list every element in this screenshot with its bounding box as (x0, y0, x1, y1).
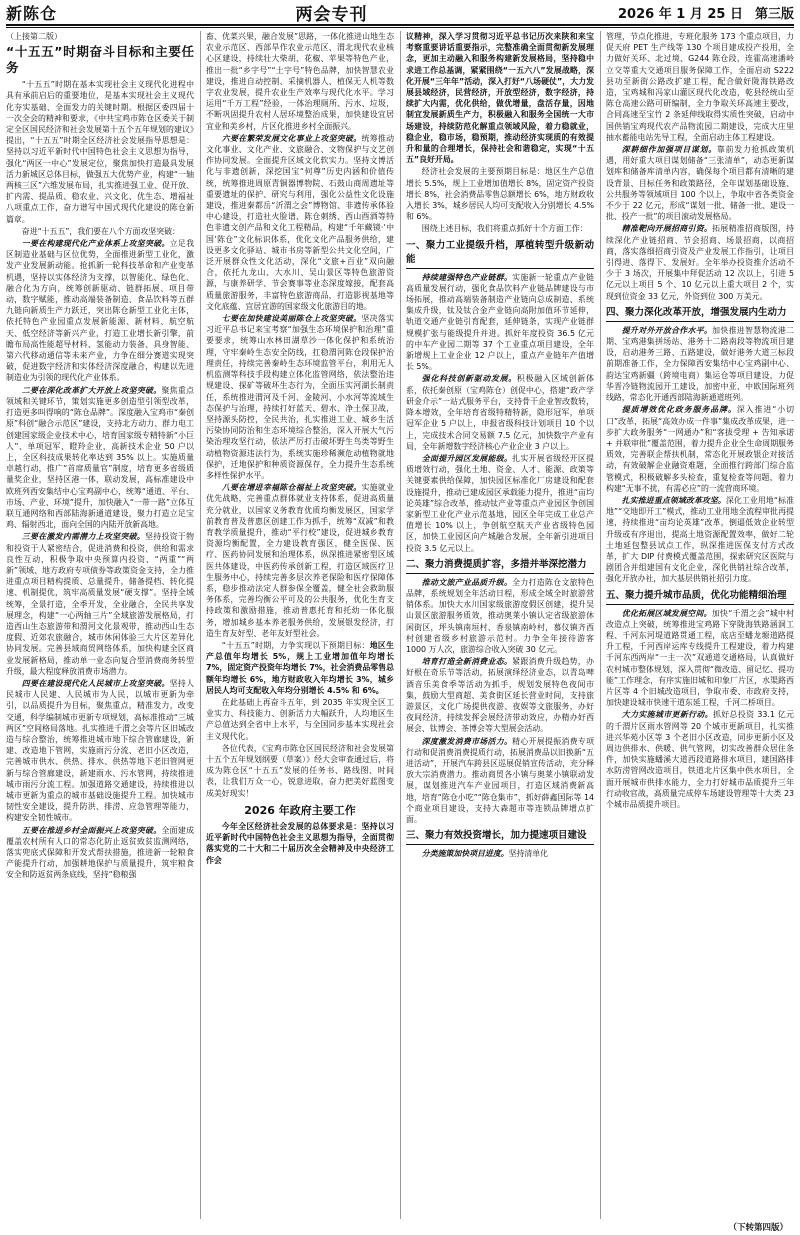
paragraph: 大力实施城市更新行动。抓好总投资 33.1 亿元的千渭片区雨水管网等 20 个城市更新项目，扎实推进兴华苑小区等 3 个老旧小区改造，同步更新小区及周边供排水、供暖、供气管网，切实改善群众居住条件，加快实施蟠溪大道西段道路排水项目，建国路排水防涝管网改造项目，铁道北片区集中供水项目，全面开展城市供排水能力，全力打好城市品质提升三年行动收官战，高质量完成停车场建设管理等十大类 23 个城市品质提升项目。 (606, 710, 794, 809)
item-lead: 二要在深化改革扩大开放上攻坚突破。 (21, 385, 162, 395)
section-heading: 二、聚力消费提质扩容，多措并举深挖潜力 (406, 558, 594, 574)
date-edition (606, 3, 794, 22)
paragraph: 深耕细作加强项目谋划。靠前发力抢抓政策机遇，用好重大项目谋划储备“三张清单”，动态更新谋划库和储备库清单内容，确保每个项目都有清晰的建设背景、目标任务和政策路径，全年谋划基础设施、公共服务等领域项目 100 个以上，争取中省各类资金不少于 22 亿元，形成“谋划一批、储备一批、建设一批、投产一批”的项目滚动发展格局。 (606, 145, 794, 222)
item-lead: 分类施策加快项目进度。 (421, 849, 509, 859)
paragraph: 四要在建设现代化人民城市上攻坚突破。坚持人民城市人民建、人民城市为人民，以城市更新为牵引，以品质提升为目标，聚焦重点，精准发力，改变交通，科学编制城市更新专项规划，高标准推动“三城两区”空间格局落地。扎实推进千渭之会等片区旧城改造与综合整治，统筹推进城市地下综合管廊建设，新建、改造地下管网，实施雨污分流、老旧小区改造，完善城市供水、供热、排水、供热等地下老旧管网更新与综合管廊建设，新建雨水、污水管网，持续推进城市雨污分流工程。加强道路交通建设，持续推进以城市更新为重点的城市基础设施提升工程。加快城市韧性安全建设，提升防洪、排涝、应急管理等能力，构建安全韧性城市。 (6, 678, 194, 823)
item-lead: 全面提升园区发展能级。 (421, 453, 513, 463)
paragraph: 扎实推进重点领域改革攻坚。深化工业用地“标准地”“交地即开工”模式，推动工业用地全流程审批再提速，持续推进“亩均论英雄”改革，倒逼低效企业转型升级或有序退出，提高土地资源配置效率，做好二轮土地延包整县试点工作，纵深推进医保支付方式改革，扩大 DIP 付费模式覆盖范围，探索研究区医院与剧团合并组建国有文化企业，深化供销社综合改革，强化开放办社，加大基层供销社招引力度。 (606, 495, 794, 584)
continued-from-note: （上接第二版） (6, 32, 62, 41)
targets-text: 地区生产总值年均增长 5%，规上工业增加值年均增长 7%，固定资产投资年均增长 7%，社会消费品零售总额年均增长 6%，地方财政收入年均增长 3%，城乡居民人均可支配收入年均分别增长 4.5% 和 6%。 (206, 640, 394, 695)
paragraph: 议精神，深入学习贯彻习近平总书记历次来陕和来宝考察重要讲话重要指示，完整准确全面贯彻新发展理念，更加主动融入和服务构建新发展格局，坚持稳中求进工作总基调，紧紧围绕“一五六八”发展战略，深化开展“三年年”活动，深入打好“八场硬仗”，大力发展县域经济，民营经济，开放型经济，数字经济，持续扩大内需，优化供给，做优增量，盘活存量，因地制宜发展新质生产力，积极融入和服务全国统一大市场建设，持续防范化解重点领域风险，着力稳就业，稳企业，稳市场，稳预期，推动经济实现质的有效提升和量的合理增长，保持社会和谐稳定，实现“十五五”良好开局。 (406, 32, 594, 165)
paragraph: 分类施策加快项目进度。坚持清单化 (421, 849, 549, 859)
header-divider (6, 27, 794, 28)
paragraph: 提升对外开放合作水平。加快推进智慧物流港二期、宝鸡港集拼场站、港务十二路南段等物流项目建设，启动港务三路、五路建设，做好港务大道三标段前期准备工作，全力保障西安集结中心宝鸡副中心、韵达宝鸡新疆（跨境电商）集运仓等项目建设，力促华晋冷链物流园开工建设，加密中亚、中欧国际班列线路，常态化开通西部陆海新通道班列。 (606, 325, 794, 403)
column-3 (400, 31, 594, 1219)
paragraph: 三要在激发内需潜力上攻坚突破。坚持投资于物和投资于人紧密结合，促进消费和投资，供给和需求良性互动，积极争取中央预算内投资、“两重”“两新”领域、地方政府专项债券等政策资金支持，全力推进重点项目精构提质、总量提升，储备提档、转化提速、机制提优，筑牢高质量发展“硬支撑”。坚持全域统筹，全景打造，全季开发，全业融合，全民共享发展理念，构建“一心两轴三片”全域旅游发展格局，打造西山生态旅游带和渭河文化景观带，推动西山生态度假、近郊农旅融合，城市休闲体验三大片区差异化协同发展。完善县域商贸网络体系，加快构建全区商业发展新格局，推动单一业态向复合型消费商务转型升级，最大程度释放消费市场潜力。 (6, 532, 194, 676)
paragraph: 围绕上述目标，我们将重点抓好十个方面工作： (421, 224, 588, 234)
paragraph: 在此基础上再奋斗五年，到 2035 年实现全区工业实力、科技能力、创新活力大幅跃升，人均地区生产总值达到全省中上水平，与全国同步基本实现社会主义现代化。 (206, 697, 394, 741)
paragraph: “十五五”时期，力争实现以下预期目标：地区生产总值年均增长 5%，规上工业增加值年均增长 7%，固定资产投资年均增长 7%，社会消费品零售总额年均增长 6%，地方财政收入年均增长 3%，城乡居民人均可支配收入年均分别增长 4.5% 和 6%。 (206, 640, 394, 695)
paragraph: 管理，节点化推进，专班化服务 173 个重点项目，力促天府 PET 生产线等 130 个项目建成投产投用，全力做好关环、北过境、G244 陈仓段，连霍高速潘岭立交等重大交通项目服务保障工作，全面启动 S222 县功至新街公路改扩建工程，配合做好陇海铁路改造，宝鸡城和冯家山灌区现代化改造，乾县经统山至陈仓高速公路可研编制，全力争取关环高速主要改，合同高速至宝竹 2 条延伸线取得实质性突破，启动中国供销宝鸡现代农产品物流园二期建设，完成大庄里抽水蓄能电站先导工程，全面启动主体工程建设。 (606, 32, 794, 142)
item-lead: 三要在激发内需潜力上攻坚突破。 (21, 532, 146, 542)
column-4 (600, 31, 794, 1219)
paragraph: 畜、优菜兴果，融合发展”思路，一体化推进山地生态农业示范区、西部旱作农业示范区、渭北现代农业核心区建设，持续壮大柴胡、花椒、苹果等特色产业，推出一批“乡字号”“土字号”特色品牌，加快智慧农业建设，推进自动控制、采摘机器人、植保无人机等数字农业发展，提升农业生产效率与现代化水平。学习运用“千万工程”经验，一体治理厕所、污水、垃圾，不断巩固提升农村人居环境整治成果，加快建设宜居宜业和美乡村，片区化推进乡村全面振兴。 (206, 32, 394, 131)
paragraph: 推动文旅产业品质升级。全力打造陈仓文旅特色品牌，系统规划全年活动日程，形成全域全时旅游营销体系。加快大水川国家级旅游度假区创建，提升吴山景区旅游服务质效，推动奥莱小镇认定省级旅游休闲街区，坪头镇南垣村、香泉镇南岭村，慕仪镇齐西村创建省级乡村旅游示范村。力争全年接待游客 1000 万人次，旅游综合收入突破 30 亿元。 (406, 577, 594, 654)
item-lead: 六要在繁荣发展文化事业上攻坚突破。 (221, 133, 362, 143)
item-lead: 八要在增进幸福陈仓福祉上攻坚突破。 (221, 483, 362, 493)
paragraph: 强化科技创新驱动发展。积极融入区域创新体系，依托秦创原（宝鸡陈仓）创促中心，搭建“政产学研金介示”一站式服务平台，支持骨干企业智改数转，降本增效，全年培育省级特精特新，隐形冠军，单项冠军企业 5 户以上，申报省级科技计划项目 10 个以上，完成技术合同交易额 7.5 亿元，加快数字产业有局，全年新增数字经济核心产业企业 3 户以上。 (406, 374, 594, 451)
paragraph: 各位代表，《宝鸡市陈仓区国民经济和社会发展第十五个五年规划纲要（草案）》经大会审查通过后，将成为陈仓区“十五五”发展的任务书、路线图、时间表，让我们万众一心，锐意进取，奋力把美好蓝图变成美好现实！ (206, 743, 394, 798)
item-lead: 扎实推进重点领域改革攻坚。 (621, 495, 726, 505)
section-heading: 一、聚力工业提级升档，厚植转型升级新动能 (406, 239, 594, 269)
paragraph: 今年全区经济社会发展的总体要求是：坚持以习近平新时代中国特色社会主义思想为指导，全面贯彻落实党的二十大和二十届历次全会精神及中央经济工作会 (206, 822, 394, 865)
paragraph: 经济社会发展的主要预期目标是：地区生产总值增长 5.5%，规上工业增加值增长 8%，固定资产投资增长 8%，社会消费品零售总额增长 6%，地方财政收入增长 3%，城乡居民人均可支配收入分别增长 4.5% 和 6%。 (406, 167, 594, 222)
section-heading: 五、聚力提升城市品质，优化功能精细治理 (606, 589, 794, 605)
item-lead: 深耕细作加强项目谋划。 (621, 145, 717, 155)
paragraph: 持续建强特色产业链群。实施新一轮重点产业链高质量发展行动，强化食品饮料产业链品牌建设与市场拓展，推动高端装备制造产业链向总成制造、系统集成升级，钛及钛合金产业链向高附加值环节延伸，轨道交通产业链引育配套，延伸链条，实现产业链群规模扩张与能级提升并进。抓好年度投资 36.5 亿元的中车产业园二期等 37 个工业重点项目建设，全年新增规上工业企业 12 户以上，重点产业链年产值增长 5%。 (406, 272, 594, 372)
continued-to-note: （下转第四版） (728, 1223, 788, 1233)
paragraph: 一要在构建现代化产业体系上攻坚突破。立足我区制造业基础与区位优势，全面推进新型工业化，激发产业发展新动能。抢抓新一轮科技革命和产业变革机遇，坚持以实体经济为支撑，以智能化、绿色化、融合化为方向，统筹创新驱动、链群拓展、项目带动，数字赋能，推动高端装备制造、食品饮料等五群九链向新质生产力跃迁，突出陈仓新型工业化主体，依托特色产业园重点发展新能源、新材料、航空航天、低空经济等新兴产业，打造工业增长新引擎，前瞻布局高性能超导材料、氢能动力装备、具身智能、第六代移动通信等未来产业，力争在细分赛道实现突破，促进数字经济和实体经济深度融合，构建以先进制造业为引领的现代化产业体系。 (6, 239, 194, 383)
section-heading: 三、聚力有效投资增长，加力提速项目建设 (406, 829, 594, 845)
paragraph: 五要在推进乡村全面振兴上攻坚突破。全面建成覆盖农村所有人口的常态化防止返贫致贫监测网络，落实兜底式保障和开发式帮扶措施，推进新一轮粮食产能提升行动，加强耕地保护与质量提升，筑牢粮食安全和防返贫两条底线，坚持“稳粮强 (6, 825, 194, 880)
article-title: “十五五”时期奋斗目标和主要任务 (6, 44, 194, 76)
item-lead: 精准靶向开展招商引资。 (621, 224, 713, 234)
item-lead: 七要在加快建设美丽陈仓上攻坚突破。 (221, 314, 362, 324)
issue-date: 2026 年 1 月 25 日 (618, 6, 743, 22)
paragraph: 提质增效优化政务服务品牌。深入推进“小切口”改革，拓展“高效办成一件事”集成改革成果，进一步扩大政务服务“一网通办”和“客拔受理 + 告知承诺 + 并联审批”覆盖范围，着力提升企业全生命周期服务质效，完善联企帮扶机制，常态化开展政银企对接活动，有效破解企业融资难题，全面推行跨部门综合监管模式，积极破解多头检查，重复检查等问题，着力构建“无事不扰，有需必应”的一流营商环境。 (606, 405, 794, 493)
item-lead: 提质增效优化政务服务品牌。 (621, 405, 737, 415)
item-lead: 一要在构建现代化产业体系上攻坚突破。 (21, 239, 170, 249)
item-lead: 五要在推进乡村全面振兴上攻坚突破。 (21, 825, 162, 835)
paragraph: 全面提升园区发展能级。扎实开展省级经开区提质增效行动，强化土地、资金、人才、能源、政策等关键要素供给保障，加快园区标准化厂房建设和配套设施提升，推动已建成园区承载能力提升，推进“亩均论英雄”综合改革，推动钛产业等重点产业园区争创国家新型工业化产业示范基地，园区全年完成工业总产值增长 10% 以上，争创航空航天产业省级特色园区，加快工业园区向产城融合发展，全年新引进项目投资 3.5 亿元以上。 (406, 453, 594, 553)
paragraph: 精准靶向开展招商引资。拓展精准招商版图，持续深化产业链招商、节会招商、场景招商，以商招商，落实落细招商引资及产业发展工作指引，让项目引得进、落得下、发展好。全年举办投资推介活动不少于 3 场次，开展集中拜促活动 12 次以上，引进 5 亿元以上项目 5 个、10 亿元以上重大项目 2 个，实现到位资金 33 亿元，外资到位 300 万美元。 (606, 224, 794, 301)
paper-name: 新陈仓 (6, 3, 58, 23)
section-heading: 四、聚力深化改革开放，增强发展内生动力 (606, 306, 794, 322)
item-lead: 四要在建设现代化人民城市上攻坚突破。 (21, 678, 170, 688)
column-1 (6, 31, 194, 1219)
paragraph: 六要在繁荣发展文化事业上攻坚突破。统筹推动文化事业、文化产业、文旅融合、文物保护与文艺创作协同发展。全面提升区域文化软实力。坚持文博活化与非遗创新，深挖国宝“何尊”历史内涵和价值传统，统筹推进周原青铜器博物院、石鼓山商周遗址等重要遗址的保护、研究与利用，强化公益性文化设施建设，推进秦都岳“沂渭之会”博物馆、非遗传承体验中心建设，打造社火脸谱、陈仓刺绣、西山酉酒等特色非遗文创产品和文化工程精品，构建“千年藏镜·‘中国’陈仓”文化标识体系，优化文化产品服务供给，建设更多文化驿站、城市书房等新型公共文化空间，广泛开展群众性文化活动，深化“文旅+百业”双向融合，依托九龙山、大水川、吴山景区等特色旅游资源，与康养研学、节会赛事等业态深度嫁接，配套高质量旅游服务，丰富特色旅游商品，打造影视基地等文化底蕴、宜居宜游的国家级文化旅游目的地。 (206, 133, 394, 311)
paragraph: 优化拓展区域发展空间。加快“千渭之会”城中村改造点上突破，统筹推进宝鸡路下穿陇海铁路涵洞工程、千河东河堤道路贯通工程，底店至蟠龙塬道路提升工程，千河西岸运库专线提升工程建设，着力构建千河东西两岸“一主一次”双通道交通格局，认真做好农村城市整体规划，深入贯彻“微改造、留记忆、提功能”工作理念，有序实施旧城和印象厂片区，水渠路西片区等 4 个旧城改造项目，争取市委、市政府支持，加快建设城市快速干道东延工程，千河二桥项目。 (606, 608, 794, 708)
edition-label: 第三版 (754, 6, 794, 22)
paragraph: “十五五”时期在基本实现社会主义现代化进程中具有承前启后的重要地位，是基本实现社会主义现代化夯实基础、全面发力的关键时期。根据区委四届十一次全会的精神和要求，《中共宝鸡市陈仓区委关于制定全区国民经济和社会发展第十五个五年规划的建议》提出，“十五五”时期全区经济社会发展指导思想是：坚持以习近平新时代中国特色社会主义思想为指导，强化“两区一中心”发展定位，聚焦加快打造最具发展活力新城区总体目标，做强五大优势产业，构建“一轴两核三区”六维发展布局，扎实推进强工业、促开放、扩内需、提品质、稳农业、兴文化、优生态、增福祉八项重点工作，奋力谱写中国式现代化建设的陈仓新篇章。 (6, 80, 194, 224)
paragraph: 二要在深化改革扩大开放上攻坚突破。聚焦重点领域和关键环节，策划实施更多创造型引领型改革，打造更多叫得响的“陈仓品牌”。深度融入宝鸡市“秦创原”科创“融合示范区”建设，支持北方动力、群力电工创建国家级企业技术中心，培育国家级专精特新“小巨人”、单项冠军、瞪羚企业，高新技术企业 50 户以上，全区科技成果转化率达到 35% 以上。实施质量卓越行动，推广“首席质量官”制度，培育更多省级质量奖企业，坚持区港一体，联动发展，高标准建设中欧班列西安集结中心宝鸡副中心，统筹“通道、平台、市场、产业、环境”提升，加快融入“一带一路”立体互联互通网络和西部陆海新通道建设，聚力打造立足宝鸡、辐射西北，面向全国的内陆开放新高地。 (6, 385, 194, 530)
item-lead: 提升对外开放合作水平。 (621, 325, 713, 335)
item-lead: 强化科技创新驱动发展。 (421, 374, 517, 384)
paragraph: 七要在加快建设美丽陈仓上攻坚突破。坚决落实习近平总书记来宝考察“加强生态环境保护和治理”重要要求，统筹山水林田湖草沙一体化保护和系统治理，守牢秦岭生态安全防线，扛稳渭河陈仓段保护治理责任，持续完善秦岭生态环境监管平台，利用无人机监测等科技手段构建立体化监管网络，依法整治违规建设、探矿等破坏生态行为，全面压实河湖长制责任，系统推进渭河及千河、金陵河、小水河等流域生态保护与治理，持续打好蓝天、碧水、净土保卫战，坚持源头防控，全民共治，扎实推进工业、城乡生活污染协同防治和生态环境综合整治，深入开展大气污染治理攻坚行动，依法严厉打击破坏野生鸟类等野生动植物资源违法行为，系统实施珍稀濒危动植物就地保护，迁地保护和种质资源保存，全力提升生态系统多样性保护水平。 (206, 314, 394, 480)
section-heading: 2026 年政府主要工作 (244, 803, 356, 817)
paragraph: 八要在增进幸福陈仓福祉上攻坚突破。实施就业优先战略，完善重点群体就业支持体系，促进高质量充分就业，以国家义务教育优质均衡发展区，国家学前教育普及普惠区创建工作为抓手，统筹“双减”和教育教学质量提升，推动“平行校”建设，促进城乡教育资源均衡配置，全力建设教育强区，健全医保、医疗、医药协同发展和治理体系，纵深推进紧密型区域医共体建设，中医药传承创新工程，打造区域医疗卫生服务中心，持续完善多层次养老保险和医疗保障体系，稳步推动法定人群参保全覆盖，健全社会救助服务体系，完善均衡公平可及的公共服务，优化生育支持政策和激励措施，推动普惠托育和托幼一体化服务，增加城乡基本养老服务供给，发展银发经济，打造生育友好型、老年友好型社会。 (206, 483, 394, 638)
item-lead: 持续建强特色产业链群。 (421, 272, 513, 282)
masthead (6, 0, 794, 26)
article-columns (6, 31, 794, 1219)
paragraph: 奋进“十五五”，我们要在八个方面攻坚突破： (21, 226, 180, 236)
item-lead: 深度激发消费市场活力。 (421, 736, 513, 746)
item-lead: 优化拓展区域发展空间。 (621, 608, 712, 618)
paragraph: 深度激发消费市场活力。精心开展提振消费专项行动和促消费消费提质行动，拓展消费品以旧换新“五进活动”，开展汽车跨县区巡展促销宣传活动，充分释放大宗消费潜力。推动商贸各小镇与奥莱小镇联动发展，谋划推进汽车产业园项目，打造区域消费新高地，培育“陈仓小吃”“陈仓集市”，抓好薛鑫国际等 14 个商业项目建设，支持大森超市等连锁品牌增点扩面。 (406, 736, 594, 824)
item-lead: 推动文旅产业品质升级。 (421, 577, 513, 587)
item-lead: 培育打造全新消费业态。 (421, 657, 513, 667)
item-lead: 大力实施城市更新行动。 (621, 710, 713, 720)
section-title: 两会专刊 (295, 4, 368, 25)
paragraph: 培育打造全新消费业态。紧跟消费升级趋势，办好根在奇乐节等活动，拓展演绎经济业态，以青岛啤酒音乐美食季等活动为抓手，规划发展特色夜间市集，鼓励大型商超、美食街区延长营业时间，支持旅游景区，文化广场提供夜游、夜娱等文旅服务，办好夜间经济，持续发挥会展经济带动效应，办精办好西展会、钛博会、茶博会等大型展会活动。 (406, 657, 594, 734)
column-2 (200, 31, 394, 1219)
